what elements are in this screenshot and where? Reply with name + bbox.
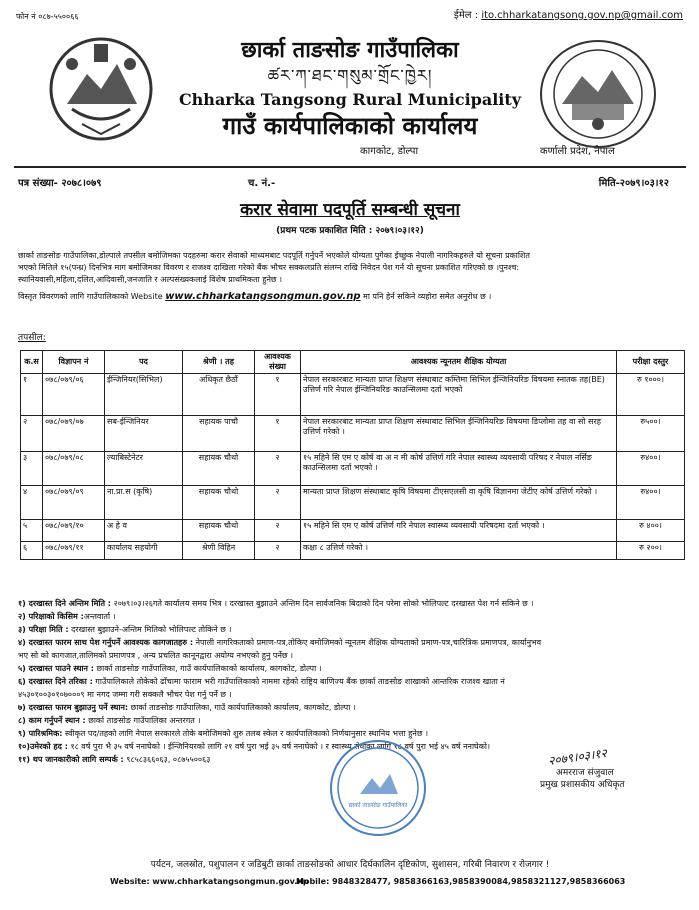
cell-level: श्रेणी विहिन — [183, 542, 255, 560]
header-divider — [14, 166, 686, 168]
cell-adv: ०७८/०७९/०९ — [43, 486, 105, 520]
table-row — [21, 416, 685, 452]
cell-sn: ६ — [21, 542, 43, 560]
note-item: १) दरखास्त दिने अन्तिम मिति : २०७९।०३।२६गते कार्यालय समय भित्र । दरखास्त बुझाउने अन्तिम दिन सार्वजनिक बिदाको दिन परेमा सोको भोलिपल्ट दरखास्त पेश गर्न सकिने छ । — [18, 599, 534, 608]
cell-adv: ०७८/०७९/११ — [43, 542, 105, 560]
cell-adv: ०७८/०७९/०६ — [43, 374, 105, 416]
note-item: ११) थप जानकारीको लागि सम्पर्क : ९८५८३६६०६३, ०८७५५००६३ — [18, 755, 211, 764]
note-item: भए सो को कागजात,तालिमको प्रमाणपत्र , अन्य प्रचलित कानूनद्वारा अयोग्य नभएको हुनु पर्नेछ । — [18, 651, 294, 660]
stamp-text: छार्का ताङसोङ गाउँपालिका — [348, 802, 408, 809]
note-item: ४) दरखास्त फारम साथ पेश गर्नुपर्ने आवश्यक कागजातहरु : नेपाली नागरिकताको प्रमाण-पत्र,तोकिए बमोजिमको न्यूनतम शैक्षिक योग्यताको प्रमाण-पत्र,चारित्रिक प्रमाणपत्र, कार्यानुभव — [18, 638, 542, 647]
col-header-fee: परीक्षा दस्तुर — [617, 351, 685, 374]
col-header-adv: विज्ञापन नं — [43, 351, 105, 374]
col-header-qualification: आवश्यक न्यूनतम शैक्षिक योग्यता — [301, 351, 617, 374]
signature-scribble: २०७९।०३।१२ — [547, 745, 608, 769]
note-item: ७) दरखास्त फारम बुझाउनु पर्ने स्थान: छार्का ताङसोङ गाउँपालिका, गाउँ कार्यपालिकाको कार्यालय, कागकोट, डोल्पा । — [18, 703, 356, 712]
cell-qualification: नेपाल सरकारबाट मान्यता प्राप्त शिक्षण संस्थाबाट सिभिल ईन्जिनियरिङ विषयमा डिप्लोमा तह वा सो सरह उत्तिर्ण गरेको । — [301, 416, 617, 452]
table-row — [21, 452, 685, 486]
vacancy-table — [20, 350, 685, 560]
table-row — [21, 486, 685, 520]
cell-qualification: मान्यता प्राप्त शिक्षण संस्थाबाट कृषि विषयमा टीएसएलसी वा कृषि विज्ञानमा जेटीए कोर्ष उत्तिर्ण गरेको । — [301, 486, 617, 520]
footer-slogan: पर्यटन, जलस्रोत, पशुपालन र जडिबुटी छार्का ताङसोङको आधार दिर्घकालिन दृष्टिकोण, सुशासन, गरिबी निवारण र रोजगार ! — [150, 860, 550, 870]
nepal-emblem-icon — [42, 34, 160, 144]
cell-level: सहायक चौथो — [183, 452, 255, 486]
municipality-logo-icon — [540, 40, 656, 148]
cell-count: १ — [255, 374, 301, 416]
email-line — [454, 10, 683, 22]
cell-level: सहायक चौथो — [183, 520, 255, 542]
cell-sn: १ — [21, 374, 43, 416]
letter-ref-no: पत्र संख्या- २०७८।०७९ — [18, 178, 102, 189]
signatory-name: अमरराज संजुवाल — [556, 768, 614, 778]
cell-level: सहायक चौथो — [183, 486, 255, 520]
cell-post: ना.प्रा.स (कृषि) — [105, 486, 183, 520]
note-item: ३) परिक्षा मिति : दरखास्त बुझाउने-अन्तिम मितिको भोलिपल्ट तोकिने छ । — [18, 625, 232, 634]
note-item: १०)उमेरको हद : १८ वर्ष पुरा भै ३५ वर्ष ननाघेको । ईन्जिनियरको लागि २१ वर्ष पुरा भई ३५ वर्ष ननाघेको । र स्वास्थ्य सेवाका लागि १८ वर्ष पुरा भई ४५ वर्ष ननाघेको। — [18, 742, 491, 751]
letter-dispatch-no: च. नं.- — [248, 178, 276, 189]
col-header-count: आवश्यक संख्या — [255, 351, 301, 374]
cell-qualification: १५ महिने सि एम ए कोर्ष वा अ न मी कोर्ष उत्तिर्ण गरि नेपाल स्वास्थ्य व्यवसायी परिषद र नेपाल नर्सिङ काउन्सिलमा दर्ता भएको । — [301, 452, 617, 486]
note-item: २) परिक्षाको किसिम :अन्तवार्ता । — [18, 612, 116, 621]
signatory-title: प्रमुख प्रशासकीय अधिकृत — [540, 780, 625, 790]
cell-fee: रु४००। — [617, 486, 685, 520]
cell-fee: रु १०००। — [617, 374, 685, 416]
cell-fee: रु ४००। — [617, 520, 685, 542]
note-item: ९) पारिश्रमिक: स्वीकृत पद/तहको लागि नेपाल सरकारले तोके बमोजिमको शुरु तलब स्केल र कार्यपालिकाको निर्णयानुसार स्थानिय भत्ता हुनेछ । — [18, 729, 429, 738]
email-link[interactable]: ito.chharkatangsong.gov.np@gmail.com — [481, 10, 683, 21]
website-link[interactable]: www.chharkatangsongmun.gov.np — [165, 292, 361, 302]
notice-title: करार सेवामा पदपूर्ति सम्बन्धी सूचना — [240, 200, 460, 220]
cell-count: २ — [255, 542, 301, 560]
office-stamp-icon — [330, 740, 426, 836]
phone-number: फोन नं ०८७-५५००६६ — [16, 12, 79, 21]
notice-para2-before: विस्तृत विवरणको लागि गाउँपालिकाको Website — [18, 292, 163, 301]
cell-sn: ४ — [21, 486, 43, 520]
office-title: गाउँ कार्यपालिकाको कार्यालय — [222, 112, 478, 140]
footer-mobile: Mobile: 9848328477, 9858366163,9858390084,9858321127,9858366063 — [296, 877, 626, 886]
office-address: कागकोट, डोल्पा — [360, 146, 419, 157]
cell-sn: ३ — [21, 452, 43, 486]
cell-adv: ०७८/०७९/०८ — [43, 452, 105, 486]
col-header-level: श्रेणी । तह — [183, 351, 255, 374]
table-row — [21, 374, 685, 416]
municipality-title-nepali: छार्का ताङसोङ गाउँपालिका — [241, 38, 459, 63]
cell-fee: रु४००। — [617, 452, 685, 486]
notice-para2-after: मा पनि हेर्न सकिने व्यहोरा समेत अनुरोध छ । — [363, 292, 492, 301]
cell-count: १ — [255, 416, 301, 452]
footer-website[interactable]: Website: www.chharkatangsongmun.gov.np — [110, 877, 309, 886]
cell-count: २ — [255, 452, 301, 486]
cell-count: २ — [255, 520, 301, 542]
cell-sn: २ — [21, 416, 43, 452]
table-row — [21, 542, 685, 560]
cell-fee: रु २००। — [617, 542, 685, 560]
note-item: ६) दरखास्त दिने तरिका : गाउँपालिकाले तोकेको ढाँचामा फाराम भरी गाउँपालिकाको नाममा रहेको राष्ट्रिय बाणिज्य बैंक छार्का ताङसोङ शाखाको आन्तरिक राजश्व खाता नं — [18, 677, 505, 686]
table-header-row — [21, 351, 685, 374]
table-row — [21, 520, 685, 542]
province-name: कर्णाली प्रदेश, नेपाल — [540, 146, 615, 157]
cell-post: अ हे व — [105, 520, 183, 542]
cell-level: सहायक पाचौ — [183, 416, 255, 452]
cell-adv: ०७८/०७९/०७ — [43, 416, 105, 452]
cell-adv: ०७८/०७९/१० — [43, 520, 105, 542]
tapasil-label: तपसील: — [18, 333, 46, 343]
letter-date: मिति-२०७९।०३।१२ — [598, 178, 669, 189]
cell-count: २ — [255, 486, 301, 520]
cell-qualification: नेपाल सरकारबाट मान्यता प्राप्त शिक्षण संस्थाबाट कम्तिमा सिभिल ईन्जिनियरिङ विषयमा स्नातक तह(BE) उत्तिर्ण गरि नेपाल ईन्जिनियरिङ काउन्सिलमा दर्ता भएको — [301, 374, 617, 416]
notice-para1-line3: स्थानियवासी,महिला,दलित,आदिवासी,जनजाति र अल्पसंख्यकलाई विशेष प्राथमिकता हुनेछ । — [18, 275, 283, 284]
cell-qualification: १५ महिने सि एम ए कोर्ष उत्तिर्ण गरि नेपाल स्वास्थ्य व्यवसायी परिषदमा दर्ता भएको । — [301, 520, 617, 542]
cell-post: सब-ईन्जिनियर — [105, 416, 183, 452]
note-item: ८) काम गर्नुपर्ने स्थान : छार्का ताङसोङ गाउँपालिका अन्तरगत । — [18, 716, 201, 725]
note-item: ४५३०१००३०१०७०००९ मा नगद जम्मा गरी सक्कलै भौचर पेश गर्नु पर्ने छ । — [18, 690, 232, 699]
notice-para2 — [18, 292, 683, 302]
notice-para1-line1: छार्का ताङसोङ गाउँपालिका,डोल्पाले तपसील बमोजिमका पदहरुमा करार सेवाको माध्यमबाट पदपूर्ति गर्नुपर्ने भएकोले योग्यता पुगेका ईच्छुक नेपाली नागरिकहरुले यो सूचना प्रकाशित — [18, 251, 530, 260]
cell-post: ईन्जिनियर(सिभिल) — [105, 374, 183, 416]
municipality-title-english: Chharka Tangsong Rural Municipality — [178, 90, 522, 109]
notice-subtitle: (प्रथम पटक प्रकाशित मिति : २०७९।०३।१२) — [276, 226, 424, 236]
municipality-title-tibetan: ཚར་ཀ་ཐང་གསུམ་གྲོང་ཁྱེར། — [267, 66, 433, 85]
cell-qualification: कक्षा ८ उत्तिर्ण गरेको । — [301, 542, 617, 560]
cell-sn: ५ — [21, 520, 43, 542]
cell-level: अधिकृत छैठौं — [183, 374, 255, 416]
cell-post: ल्याबिस्टेनेटर — [105, 452, 183, 486]
notice-para1-line2: भएको मितिले १५(पन्ध्र) दिनभित्र माग बमोजिमका विवरण र राजश्व दाखिला गरेको बैंक भौचर सक्कलप्रति संलग्न राखि निवेदन पेश गर्न यो सूचना प्रकाशित गरिएको छ ।पुनश्च: — [18, 263, 520, 272]
note-item: ५) दरखास्त पाउने स्थान : छार्का ताङसोङ गाउँपालिका, गाउँ कार्यपालिकाको कार्यालय, कागकोट, डोल्पा । — [18, 664, 322, 673]
cell-fee: रु५००। — [617, 416, 685, 452]
cell-post: कार्यालय सहयोगी — [105, 542, 183, 560]
col-header-post: पद — [105, 351, 183, 374]
col-header-sn: क.स — [21, 351, 43, 374]
email-label: ईमेल : — [453, 10, 479, 21]
